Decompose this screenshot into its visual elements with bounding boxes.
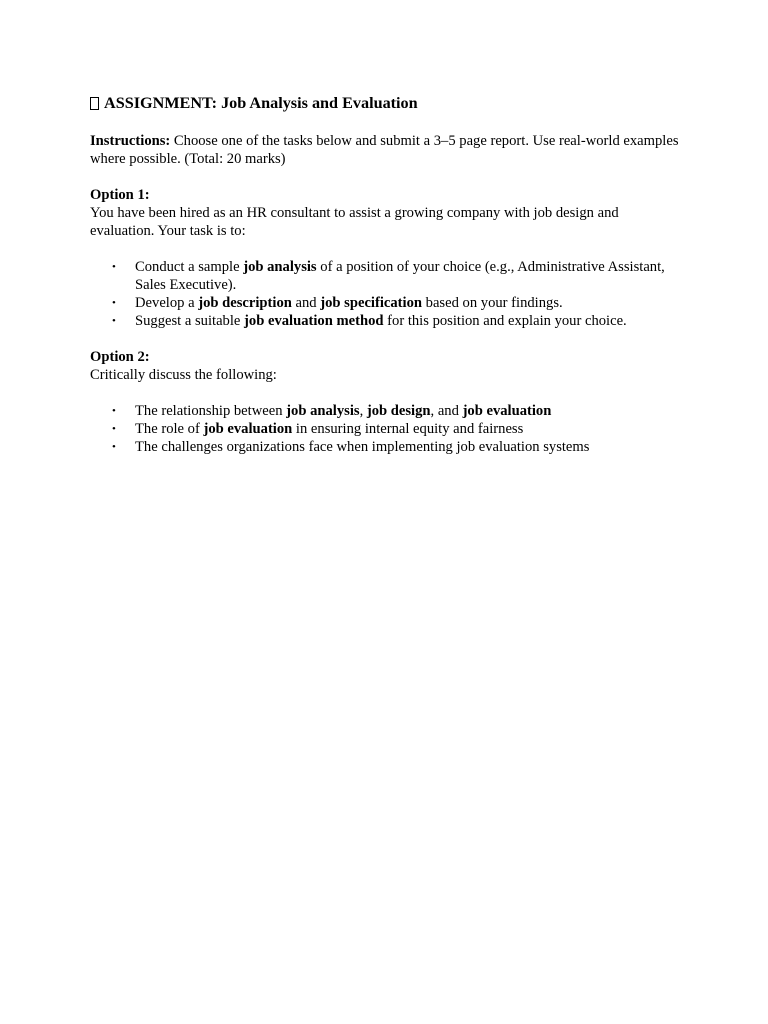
bullet-icon: • <box>112 423 116 435</box>
list-item-text: based on your findings. <box>422 295 563 311</box>
list-item-bold-text: job analysis <box>286 403 360 419</box>
option-1-list <box>90 258 680 330</box>
list-item-bold-text: job evaluation method <box>244 313 384 329</box>
option-1-intro: You have been hired as an HR consultant to assist a growing company with job design and evaluation. Your task is to: <box>90 205 619 239</box>
option-1-section <box>90 186 680 330</box>
option-2-intro: Critically discuss the following: <box>90 367 277 383</box>
list-item-text: , and <box>430 403 463 419</box>
instructions-paragraph <box>90 132 680 168</box>
list-item-text: of a position of your choice (e.g., Administrative Assistant, Sales Executive). <box>135 259 665 293</box>
list-item-text: for this position and explain your choice. <box>383 313 627 329</box>
list-item <box>112 258 680 294</box>
list-item-bold-text: job description <box>198 295 292 311</box>
list-item-text: The challenges organizations face when implementing job evaluation systems <box>135 439 590 455</box>
list-item-bold-text: job analysis <box>243 259 317 275</box>
list-item-bold-text: job design <box>366 403 431 419</box>
instructions-text: Choose one of the tasks below and submit a 3–5 page report. Use real-world examples where possible. (Total: 20 marks) <box>90 133 679 167</box>
bullet-icon: • <box>112 297 116 309</box>
bullet-icon: • <box>112 405 116 417</box>
list-item <box>112 438 680 456</box>
list-item <box>112 312 680 330</box>
list-item <box>112 420 680 438</box>
option-2-section <box>90 348 680 456</box>
list-item-text: , <box>359 403 367 419</box>
list-item-text: The role of <box>135 421 204 437</box>
list-item-text: Develop a <box>135 295 199 311</box>
list-item <box>112 402 680 420</box>
list-item <box>112 294 680 312</box>
document-title <box>90 92 680 114</box>
option-2-list <box>90 402 680 456</box>
bullet-icon: • <box>112 261 116 273</box>
list-item-text: and <box>291 295 321 311</box>
list-item-text: Suggest a suitable <box>135 313 245 329</box>
document-title-text: ASSIGNMENT: Job Analysis and Evaluation <box>104 94 418 112</box>
document-page <box>90 92 680 456</box>
list-item-text: Conduct a sample <box>135 259 244 275</box>
list-item-bold-text: job specification <box>320 295 422 311</box>
option-1-heading: Option 1: <box>90 187 150 203</box>
bullet-icon: • <box>112 441 116 453</box>
list-item-bold-text: job evaluation <box>462 403 552 419</box>
missing-glyph-box-icon <box>90 97 99 110</box>
list-item-text: in ensuring internal equity and fairness <box>292 421 524 437</box>
bullet-icon: • <box>112 315 116 327</box>
list-item-text: The relationship between <box>135 403 287 419</box>
option-2-heading: Option 2: <box>90 349 150 365</box>
list-item-bold-text: job evaluation <box>203 421 293 437</box>
instructions-label: Instructions: <box>90 133 171 149</box>
